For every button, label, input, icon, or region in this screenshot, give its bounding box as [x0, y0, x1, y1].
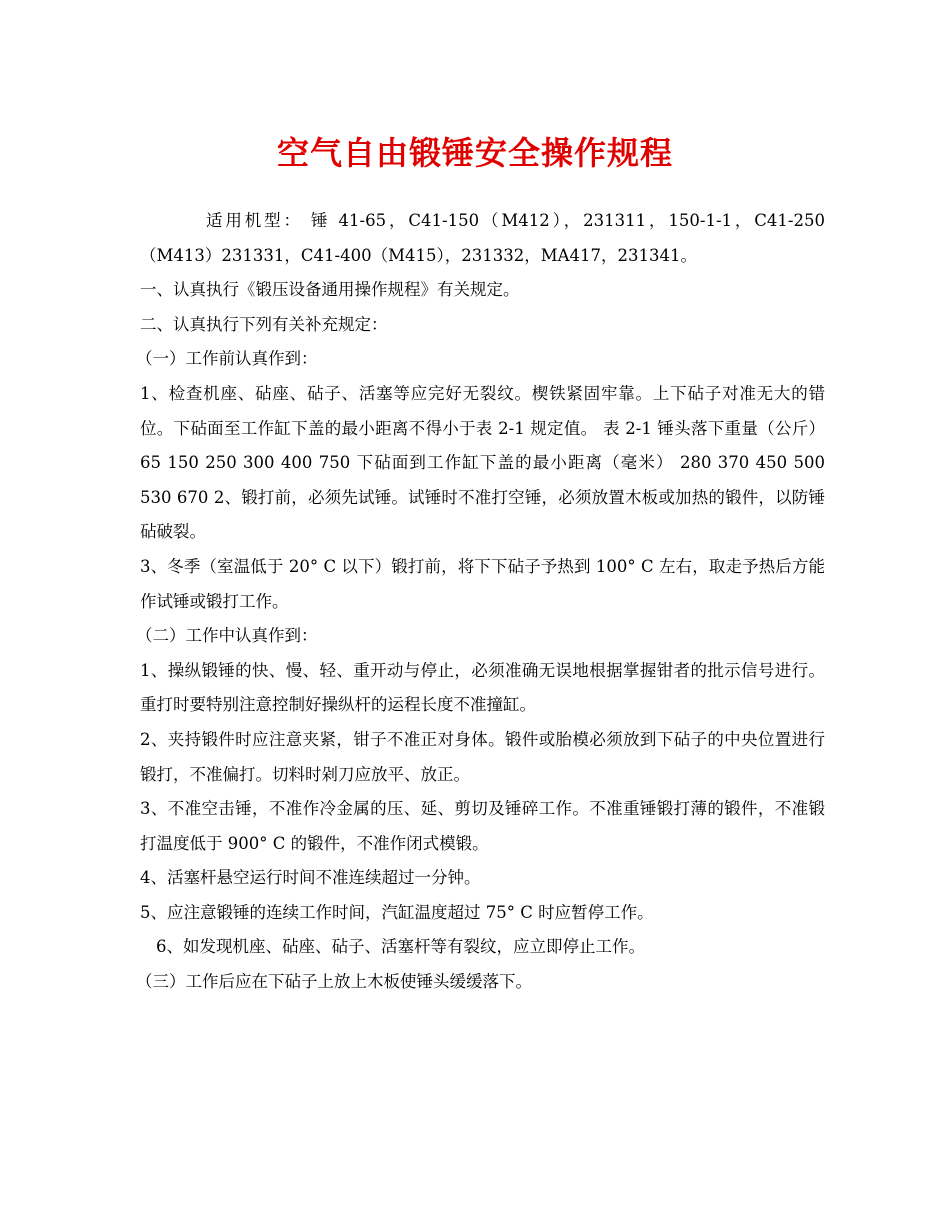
section-before-work-heading: （一）工作前认真作到：	[136, 349, 318, 369]
during-work-item-4: 4、活塞杆悬空运行时间不准连续超过一分钟。	[140, 868, 481, 888]
during-work-item-6: 6、如发现机座、砧座、砧子、活塞杆等有裂纹，应立即停止工作。	[156, 937, 645, 957]
during-work-item-2: 2、夹持锻件时应注意夹紧，钳子不准正对身体。锻件或胎模必须放到下砧子的中央位置进行锻打，不准偏打。切料时剁刀应放平、放正。	[140, 729, 825, 784]
clause-1: 一、认真执行《锻压设备通用操作规程》有关规定。	[140, 280, 520, 300]
applicable-models-paragraph: 适用机型： 锤 41-65，C41-150（M412），231311，150-1-1，C41-250（M413）231331，C41-400（M415），231332，MA417，231341。	[140, 211, 825, 265]
during-work-item-1: 1、操纵锻锤的快、慢、轻、重开动与停止，必须准确无误地根据掌握钳者的批示信号进行。重打时要特别注意控制好操纵杆的运程长度不准撞缸。	[140, 660, 825, 715]
section-after-work: （三）工作后应在下砧子上放上木板使锤头缓缓落下。	[136, 972, 532, 992]
before-work-item-1: 1、检查机座、砧座、砧子、活塞等应完好无裂纹。楔铁紧固牢靠。上下砧子对准无大的错位。下砧面至工作缸下盖的最小距离不得小于表 2-1 规定值。 表 2-1 锤头落下重量（公斤） 65 150 250 300 400 750 下砧面到工作缸下盖的最小距离（毫米） 280 370 450 500 530 670 2、锻打前，必须先试锤。试锤时不准打空锤，必须放置木板或加热的锻件，以防锤砧破裂。	[140, 383, 825, 542]
before-work-item-3: 3、冬季（室温低于 20° C 以下）锻打前，将下下砧子予热到 100° C 左右，取走予热后方能作试锤或锻打工作。	[140, 556, 825, 611]
during-work-item-3: 3、不准空击锤，不准作冷金属的压、延、剪切及锤碎工作。不准重锤锻打薄的锻件，不准锻打温度低于 900° C 的锻件，不准作闭式模锻。	[140, 799, 825, 853]
during-work-item-5: 5、应注意锻锤的连续工作时间，汽缸温度超过 75° C 时应暂停工作。	[140, 902, 654, 922]
page-title: 空气自由锻锤安全操作规程	[276, 134, 673, 172]
document-body	[136, 204, 825, 1000]
clause-2: 二、认真执行下列有关补充规定：	[140, 314, 388, 334]
section-during-work-heading: （二）工作中认真作到：	[136, 626, 318, 646]
